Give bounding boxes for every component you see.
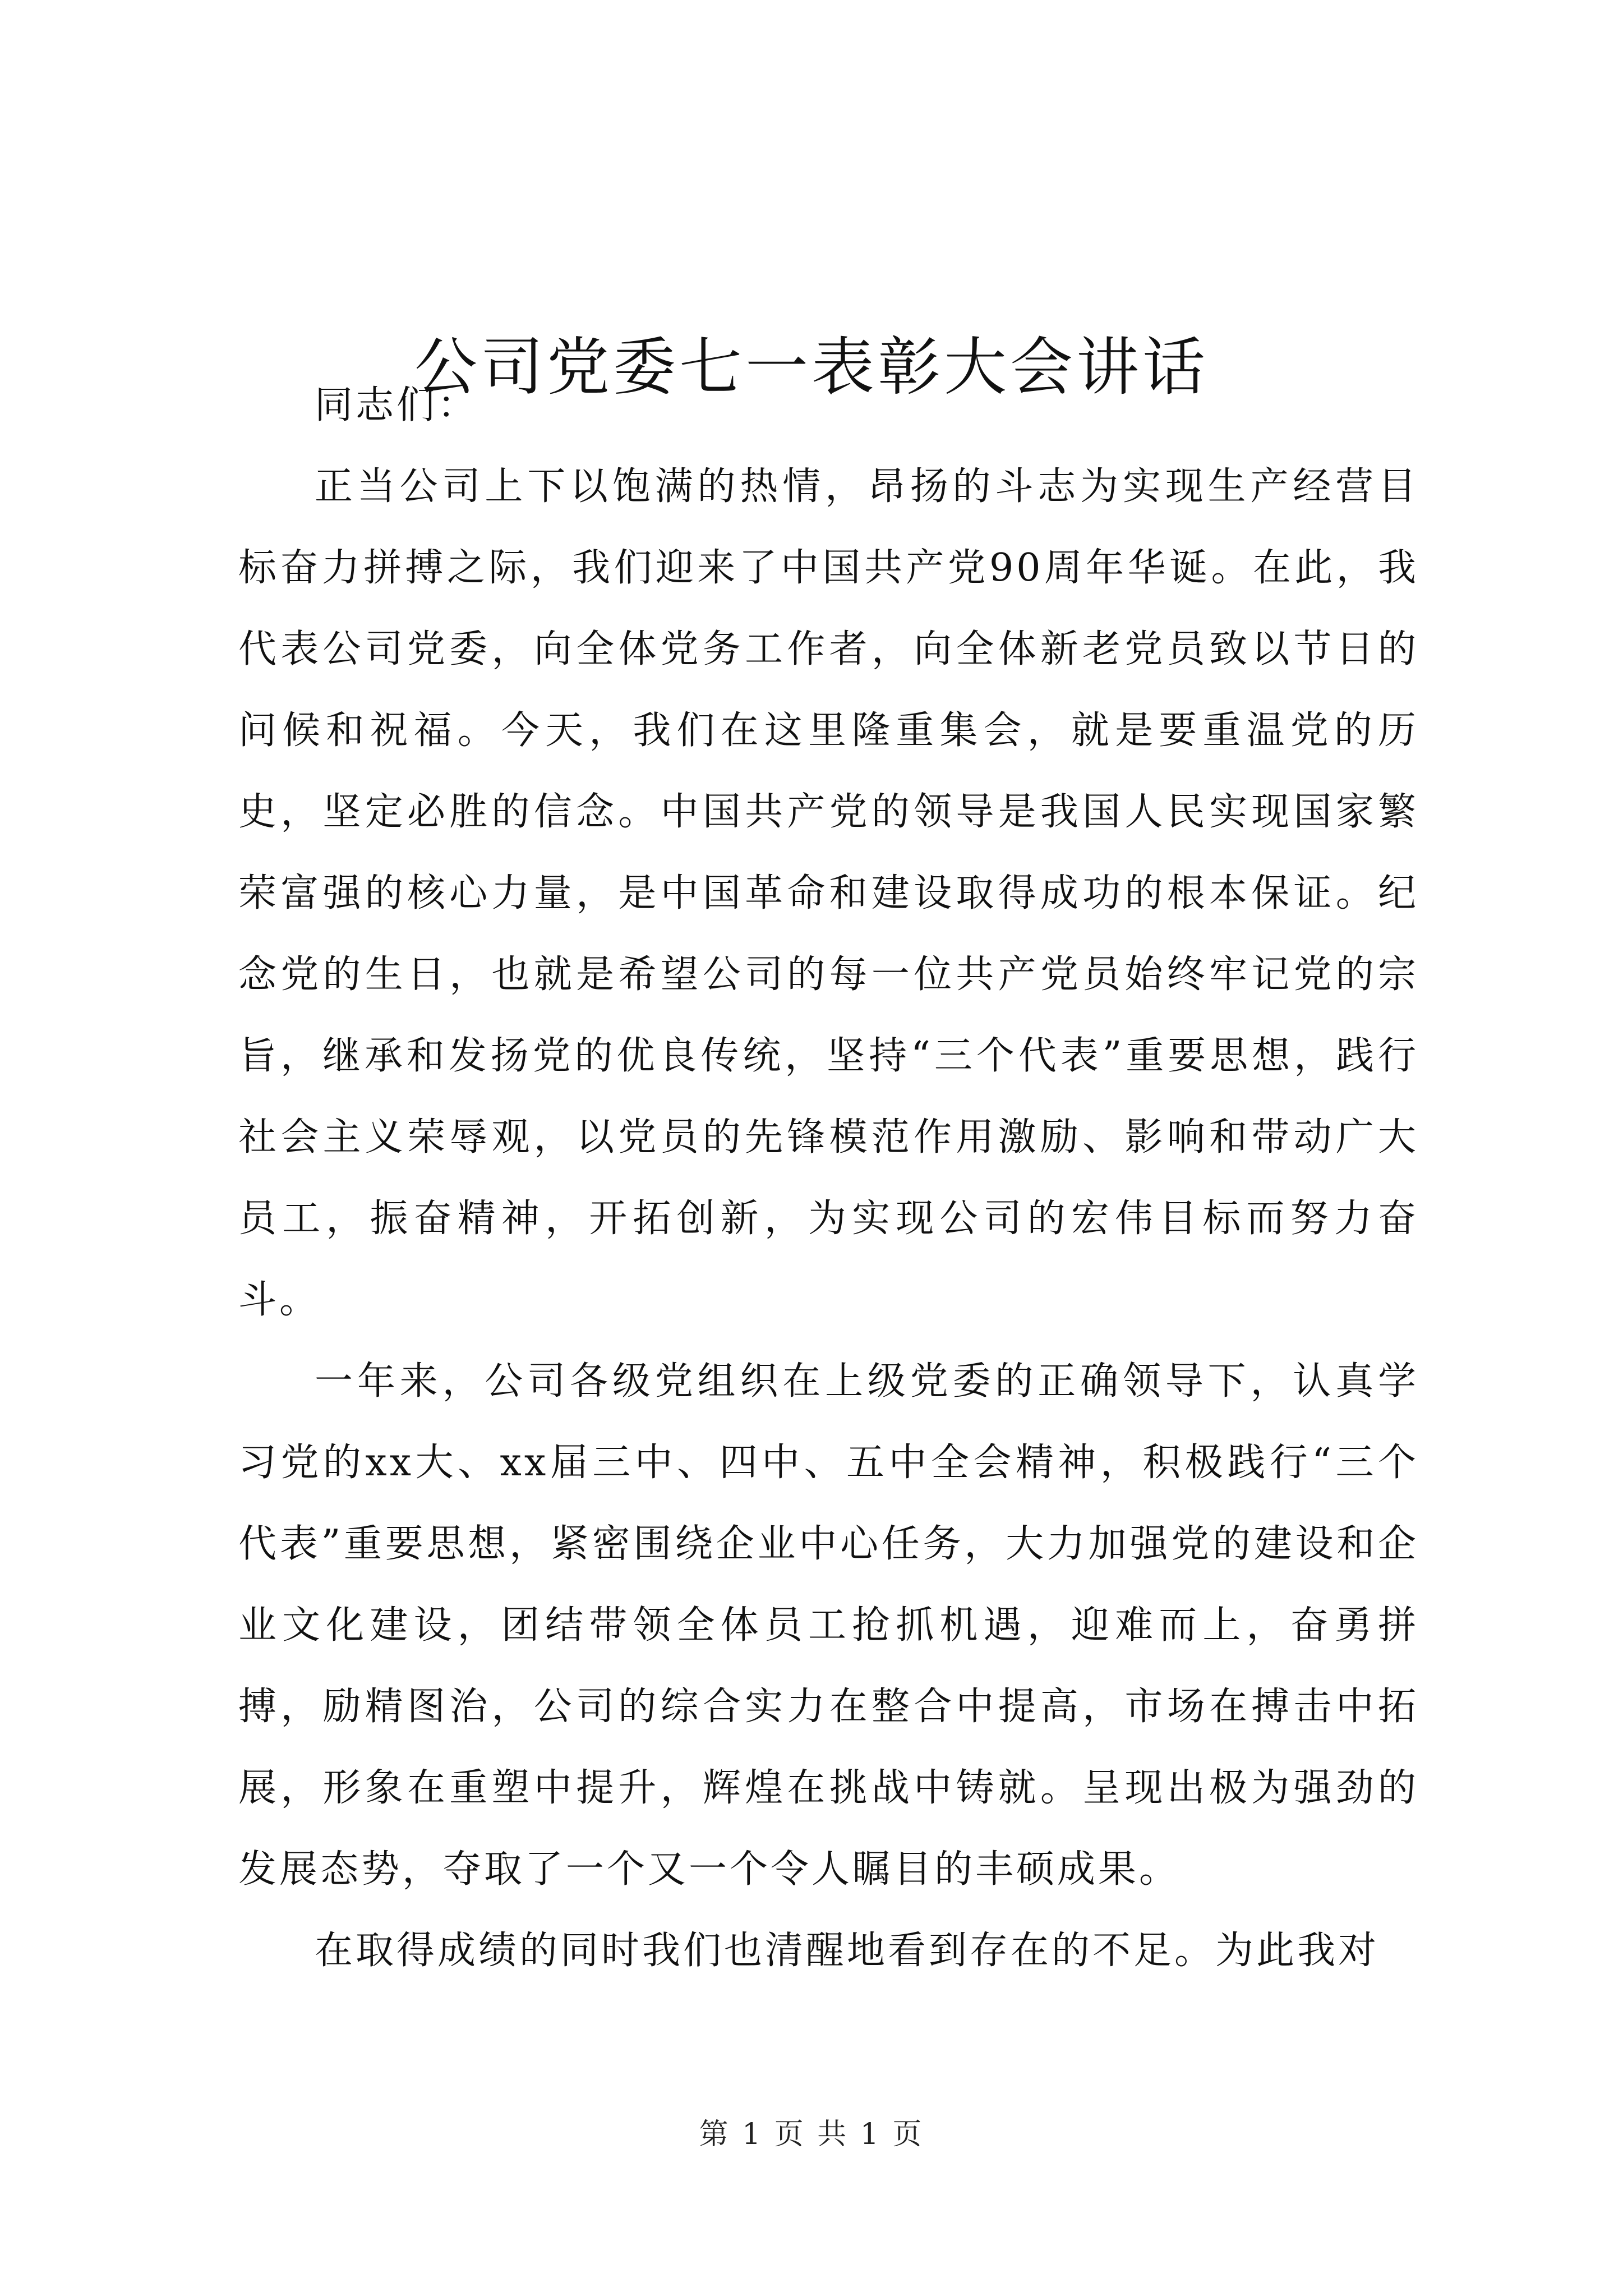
salutation: 同志们： (315, 383, 479, 427)
paragraph-3: 在取得成绩的同时我们也清醒地看到存在的不足。为此我对 (315, 1929, 1380, 1973)
page-footer: 第 1 页 共 1 页 (699, 2118, 924, 2151)
document-title: 公司党委七一表彰大会讲话 (414, 331, 1209, 404)
paragraph-1: 正当公司上下以饱满的热情，昂扬的斗志为实现生产经营目标奋力拼搏之际，我们迎来了中国共产党90周年华诞。在此，我代表公司党委，向全体党务工作者，向全体新老党员致以节日的问候和祝福。今天，我们在这里隆重集会，就是要重温党的历史，坚定必胜的信念。中国共产党的领导是我国人民实现国家繁荣富强的核心力量，是中国革命和建设取得成功的根本保证。纪念党的生日，也就是希望公司的每一位共产党员始终牢记党的宗旨，继承和发扬党的优良传统，坚持“三个代表”重要思想，践行社会主义荣辱观，以党员的先锋模范作用激励、影响和带动广大员工，振奋精神，开拓创新，为实现公司的宏伟目标而努力奋斗。 (238, 464, 1419, 1322)
document-body (238, 365, 1419, 1991)
paragraph-2: 一年来，公司各级党组织在上级党委的正确领导下，认真学习党的xx大、xx届三中、四中、五中全会精神，积极践行“三个代表”重要思想，紧密围绕企业中心任务，大力加强党的建设和企业文化建设，团结带领全体员工抢抓机遇，迎难而上，奋勇拼搏，励精图治，公司的综合实力在整合中提高，市场在搏击中拓展，形象在重塑中提升，辉煌在挑战中铸就。呈现出极为强劲的发展态势，夺取了一个又一个令人瞩目的丰硕成果。 (238, 1359, 1419, 1892)
